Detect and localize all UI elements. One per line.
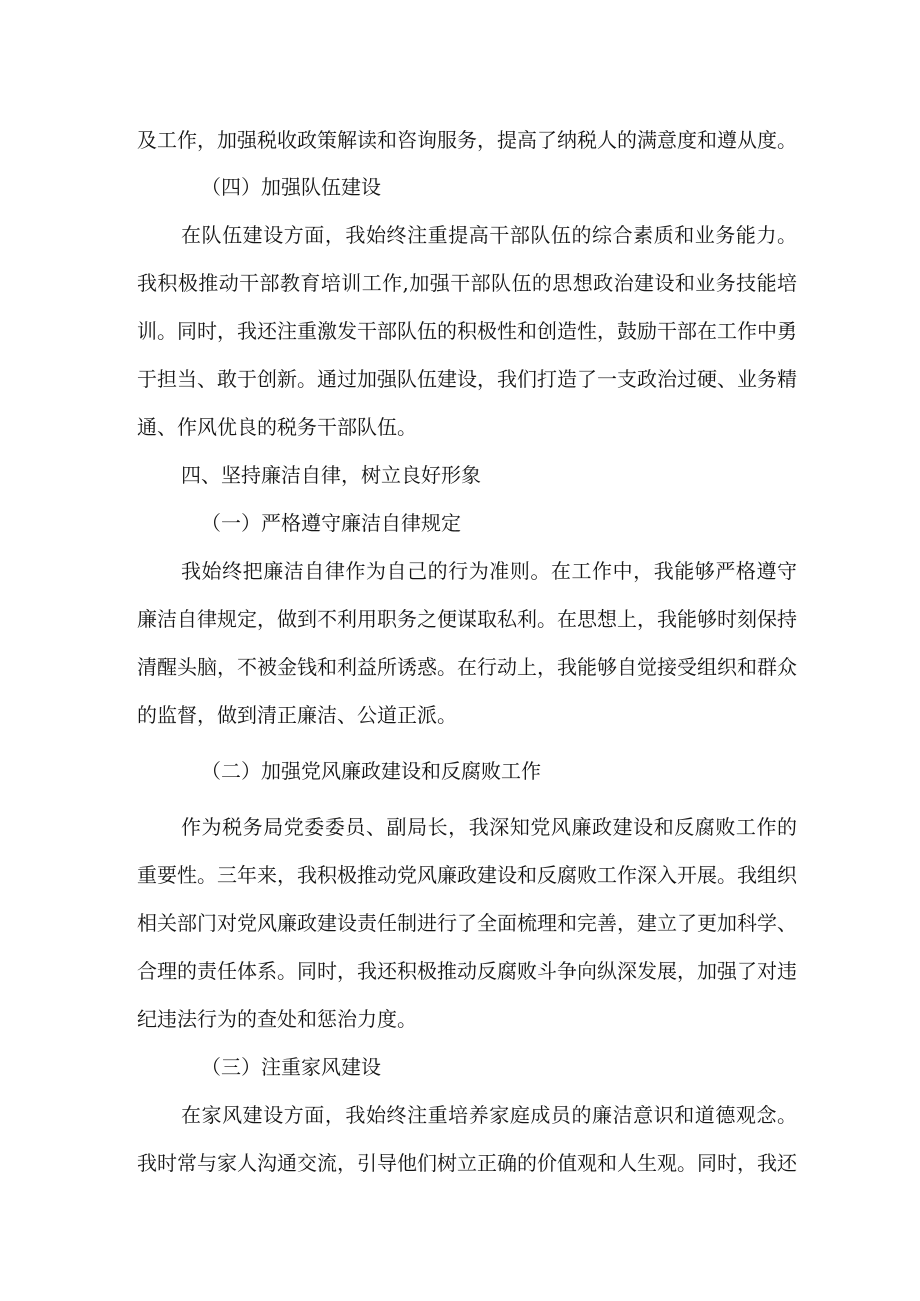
subsection-heading-3: （三）注重家风建设 (201, 1055, 381, 1079)
paragraph-line: 训。同时，我还注重激发干部队伍的积极性和创造性，鼓励干部在工作中勇 (137, 319, 797, 343)
paragraph-line: 我积极推动干部教育培训工作,加强干部队伍的思想政治建设和业务技能培 (137, 271, 797, 295)
paragraph-line: 清醒头脑，不被金钱和利益所诱惑。在行动上，我能够自觉接受组织和群众 (137, 655, 797, 679)
paragraph-line: 在家风建设方面，我始终注重培养家庭成员的廉洁意识和道德观念。 (181, 1103, 797, 1127)
paragraph-line: 合理的责任体系。同时，我还积极推动反腐败斗争向纵深发展，加强了对违 (137, 959, 797, 983)
paragraph-line: 纪违法行为的查处和惩治力度。 (137, 1007, 417, 1031)
paragraph-line: 通、作风优良的税务干部队伍。 (137, 415, 417, 439)
paragraph-line: 相关部门对党风廉政建设责任制进行了全面梳理和完善，建立了更加科学、 (137, 911, 797, 935)
paragraph-line: 我时常与家人沟通交流，引导他们树立正确的价值观和人生观。同时，我还 (137, 1151, 797, 1175)
paragraph-line: 在队伍建设方面，我始终注重提高干部队伍的综合素质和业务能力。 (181, 223, 797, 247)
paragraph-line: 及工作，加强税收政策解读和咨询服务，提高了纳税人的满意度和遵从度。 (137, 128, 797, 152)
paragraph-line: 廉洁自律规定，做到不利用职务之便谋取私利。在思想上，我能够时刻保持 (137, 607, 797, 631)
paragraph-line: 我始终把廉洁自律作为自己的行为准则。在工作中，我能够严格遵守 (181, 559, 797, 583)
subsection-heading-2: （二）加强党风廉政建设和反腐败工作 (201, 759, 541, 783)
paragraph-line: 重要性。三年来，我积极推动党风廉政建设和反腐败工作深入开展。我组织 (137, 863, 797, 887)
subsection-heading-4: （四）加强队伍建设 (201, 175, 381, 199)
paragraph-line: 作为税务局党委委员、副局长，我深知党风廉政建设和反腐败工作的 (181, 815, 797, 839)
subsection-heading-1: （一）严格遵守廉洁自律规定 (201, 511, 461, 535)
paragraph-line: 的监督，做到清正廉洁、公道正派。 (137, 703, 457, 727)
paragraph-line: 于担当、敢于创新。通过加强队伍建设，我们打造了一支政治过硬、业务精 (137, 367, 797, 391)
section-heading-4: 四、坚持廉洁自律，树立良好形象 (181, 463, 481, 487)
